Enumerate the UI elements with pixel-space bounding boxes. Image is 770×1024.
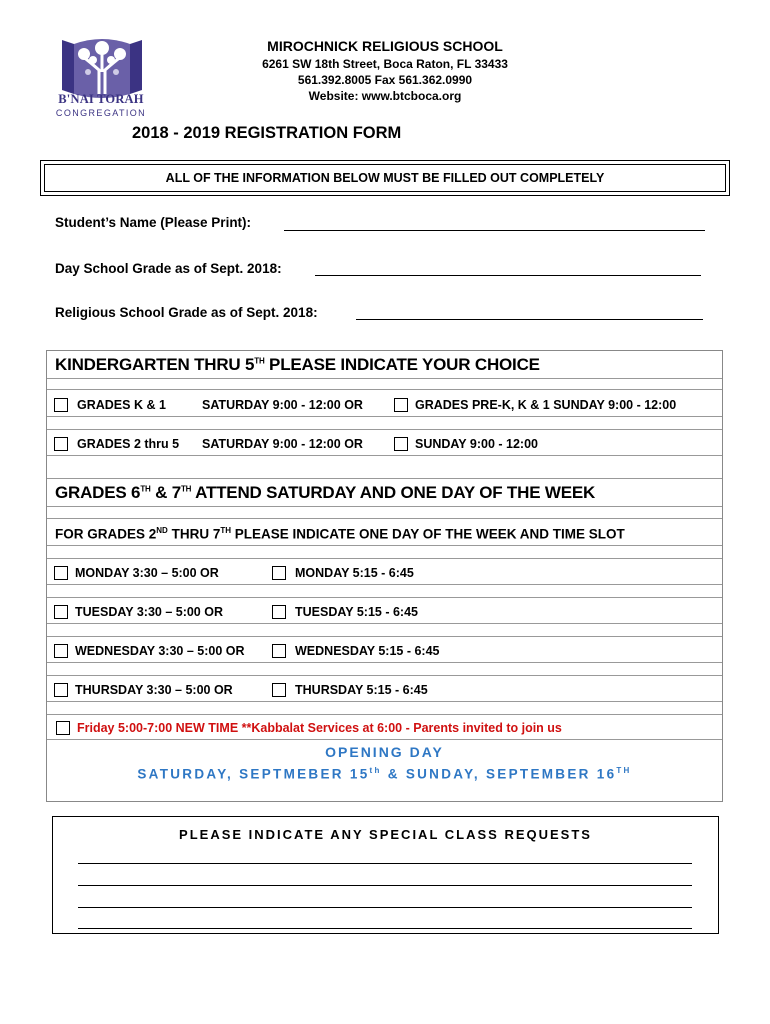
- option-monday-early: MONDAY 3:30 – 5:00 OR: [75, 566, 219, 580]
- logo-subtitle: CONGREGATION: [55, 108, 147, 118]
- grades-6-7-heading: GRADES 6TH & 7TH ATTEND SATURDAY AND ONE DAY OF THE WEEK: [55, 483, 596, 502]
- checkbox-monday-late[interactable]: [272, 566, 286, 580]
- notice-box: [40, 160, 730, 196]
- schedule-options-box: [46, 350, 723, 802]
- school-phone: 561.392.8005 Fax 561.362.0990: [297, 73, 473, 87]
- option-thursday-early: THURSDAY 3:30 – 5:00 OR: [75, 683, 233, 697]
- checkbox-friday[interactable]: [56, 721, 70, 735]
- school-name: MIROCHNICK RELIGIOUS SCHOOL: [267, 38, 503, 54]
- option-thursday-late: THURSDAY 5:15 - 6:45: [295, 683, 428, 697]
- option-2to5-sunday: SUNDAY 9:00 - 12:00: [415, 437, 538, 451]
- form-title: 2018 - 2019 REGISTRATION FORM: [132, 124, 402, 142]
- checkbox-wednesday-early[interactable]: [54, 644, 68, 658]
- checkbox-2to5-sunday[interactable]: [394, 437, 408, 451]
- checkbox-tuesday-early[interactable]: [54, 605, 68, 619]
- opening-day-dates: SATURDAY, SEPTMEBER 15th & SUNDAY, SEPTEMBER 16TH: [137, 766, 632, 782]
- notice-text: ALL OF THE INFORMATION BELOW MUST BE FILLED OUT COMPLETELY: [44, 164, 726, 192]
- checkbox-wednesday-late[interactable]: [272, 644, 286, 658]
- special-requests-title: PLEASE INDICATE ANY SPECIAL CLASS REQUESTS: [179, 827, 592, 842]
- checkbox-prek-sunday[interactable]: [394, 398, 408, 412]
- day-school-grade-input[interactable]: [315, 275, 701, 276]
- school-address: 6261 SW 18th Street, Boca Raton, FL 33433: [262, 57, 508, 71]
- request-line[interactable]: [78, 863, 692, 864]
- option-friday: Friday 5:00-7:00 NEW TIME **Kabbalat Services at 6:00 - Parents invited to join us: [77, 721, 562, 735]
- request-line[interactable]: [78, 885, 692, 886]
- request-line[interactable]: [78, 907, 692, 908]
- student-name-label: Student’s Name (Please Print):: [55, 215, 252, 230]
- kindergarten-section-heading: KINDERGARTEN THRU 5TH PLEASE INDICATE YOUR CHOICE: [55, 355, 540, 374]
- option-wednesday-early: WEDNESDAY 3:30 – 5:00 OR: [75, 644, 245, 658]
- special-requests-box: [52, 816, 719, 934]
- option-2to5-saturday-time: SATURDAY 9:00 - 12:00 OR: [202, 437, 363, 451]
- option-k1-saturday-time: SATURDAY 9:00 - 12:00 OR: [202, 398, 363, 412]
- option-monday-late: MONDAY 5:15 - 6:45: [295, 566, 414, 580]
- option-tuesday-early: TUESDAY 3:30 – 5:00 OR: [75, 605, 223, 619]
- option-2to5-grade: GRADES 2 thru 5: [77, 437, 180, 451]
- day-school-grade-label: Day School Grade as of Sept. 2018:: [55, 261, 282, 276]
- student-name-input[interactable]: [284, 230, 705, 231]
- weekday-section-heading: FOR GRADES 2ND THRU 7TH PLEASE INDICATE ONE DAY OF THE WEEK AND TIME SLOT: [55, 526, 625, 542]
- checkbox-k1-saturday[interactable]: [54, 398, 68, 412]
- option-prek-sunday: GRADES PRE-K, K & 1 SUNDAY 9:00 - 12:00: [415, 398, 677, 412]
- option-tuesday-late: TUESDAY 5:15 - 6:45: [295, 605, 418, 619]
- option-k1-grade: GRADES K & 1: [77, 398, 166, 412]
- religious-grade-label: Religious School Grade as of Sept. 2018:: [55, 305, 318, 320]
- checkbox-2to5-saturday[interactable]: [54, 437, 68, 451]
- checkbox-thursday-late[interactable]: [272, 683, 286, 697]
- school-website: Website: www.btcboca.org: [308, 89, 462, 103]
- option-wednesday-late: WEDNESDAY 5:15 - 6:45: [295, 644, 440, 658]
- checkbox-thursday-early[interactable]: [54, 683, 68, 697]
- checkbox-monday-early[interactable]: [54, 566, 68, 580]
- opening-day-title: OPENING DAY: [325, 744, 444, 760]
- logo-name: B'NAI TORAH: [58, 92, 144, 106]
- religious-grade-input[interactable]: [356, 319, 703, 320]
- checkbox-tuesday-late[interactable]: [272, 605, 286, 619]
- request-line[interactable]: [78, 928, 692, 929]
